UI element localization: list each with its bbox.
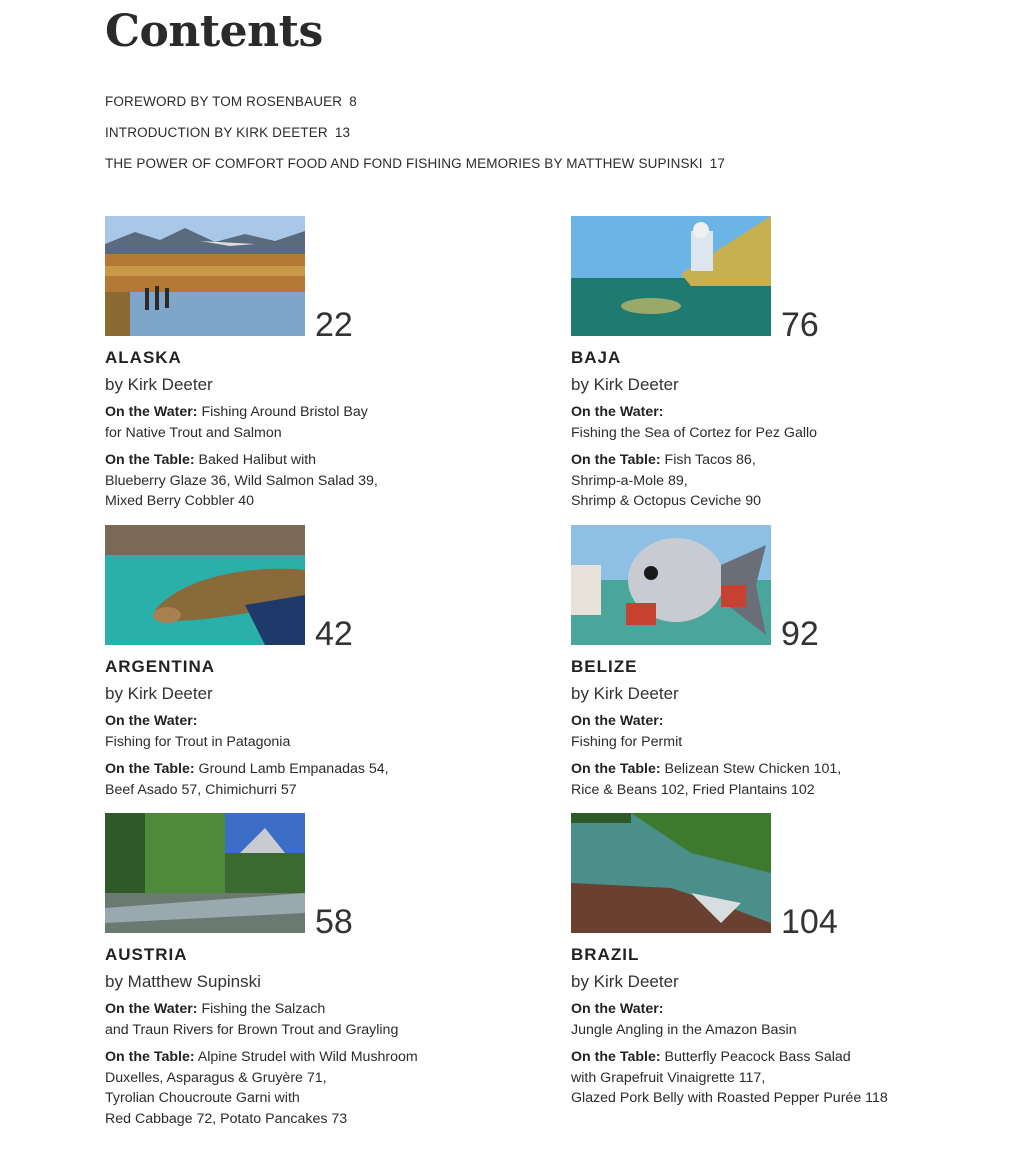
water-line: Fishing the Sea of Cortez for Pez Gallo bbox=[571, 424, 818, 441]
on-the-table bbox=[571, 759, 971, 800]
belize-photo bbox=[571, 525, 771, 645]
chapter-entry-austria bbox=[105, 813, 505, 1129]
front-matter-item bbox=[105, 156, 725, 171]
water-line: and Traun Rivers for Brown Trout and Grayling bbox=[105, 1021, 399, 1038]
table-line: Shrimp & Octopus Ceviche 90 bbox=[571, 493, 762, 509]
on-the-water bbox=[105, 402, 505, 443]
baja-photo bbox=[571, 216, 771, 336]
chapter-entry-alaska bbox=[105, 216, 505, 512]
brazil-photo bbox=[571, 813, 771, 933]
on-the-table bbox=[571, 1047, 991, 1109]
austria-photo bbox=[105, 813, 305, 933]
argentina-photo bbox=[105, 525, 305, 645]
water-line: Fishing for Trout in Patagonia bbox=[105, 733, 291, 750]
front-matter-label: THE POWER OF COMFORT FOOD AND FOND FISHING MEMORIES BY MATTHEW SUPINSKI bbox=[105, 156, 703, 171]
on-the-water-label: On the Water: bbox=[105, 404, 198, 420]
country-heading: BRAZIL bbox=[571, 945, 640, 964]
table-line: Alpine Strudel with Wild Mushroom bbox=[197, 1049, 418, 1065]
table-line: Beef Asado 57, Chimichurri 57 bbox=[105, 781, 297, 798]
table-line: Tyrolian Choucroute Garni with bbox=[105, 1090, 300, 1106]
table-line: Rice & Beans 102, Fried Plantains 102 bbox=[571, 781, 815, 798]
alaska-photo bbox=[105, 216, 305, 336]
on-the-water bbox=[105, 999, 505, 1040]
chapter-entry-argentina bbox=[105, 525, 505, 800]
table-line: Fish Tacos 86, bbox=[664, 452, 756, 468]
on-the-water bbox=[571, 999, 991, 1040]
country-heading: BELIZE bbox=[571, 657, 638, 676]
table-line: Butterfly Peacock Bass Salad bbox=[664, 1049, 851, 1065]
author: by Kirk Deeter bbox=[571, 375, 679, 394]
table-line: Belizean Stew Chicken 101, bbox=[664, 761, 842, 777]
front-matter-page: 17 bbox=[709, 156, 726, 171]
on-the-water bbox=[571, 711, 971, 752]
page-number: 104 bbox=[781, 903, 838, 941]
water-line: Fishing Around Bristol Bay bbox=[201, 404, 368, 420]
front-matter-item bbox=[105, 94, 357, 109]
front-matter-page: 8 bbox=[349, 94, 357, 109]
chapter-entry-baja bbox=[571, 216, 971, 512]
on-the-water-label: On the Water: bbox=[571, 1001, 664, 1017]
on-the-table-label: On the Table: bbox=[105, 452, 195, 468]
on-the-water-label: On the Water: bbox=[571, 713, 664, 729]
on-the-table-label: On the Table: bbox=[105, 761, 195, 777]
table-line: Mixed Berry Cobbler 40 bbox=[105, 493, 255, 509]
on-the-water bbox=[571, 402, 971, 443]
table-line: with Grapefruit Vinaigrette 117, bbox=[571, 1069, 766, 1086]
on-the-table-label: On the Table: bbox=[105, 1049, 195, 1065]
country-heading: BAJA bbox=[571, 348, 622, 367]
author: by Matthew Supinski bbox=[105, 972, 261, 991]
page-title: Contents bbox=[105, 6, 323, 57]
on-the-water-label: On the Water: bbox=[105, 713, 198, 729]
country-heading: AUSTRIA bbox=[105, 945, 188, 964]
front-matter-item bbox=[105, 125, 350, 140]
table-line: Shrimp-a-Mole 89, bbox=[571, 472, 688, 489]
author: by Kirk Deeter bbox=[105, 375, 213, 394]
page-number: 42 bbox=[315, 615, 353, 653]
author: by Kirk Deeter bbox=[105, 684, 213, 703]
on-the-water-label: On the Water: bbox=[571, 404, 664, 420]
author: by Kirk Deeter bbox=[571, 684, 679, 703]
page-number: 76 bbox=[781, 306, 819, 344]
table-line: Ground Lamb Empanadas 54, bbox=[198, 761, 389, 777]
on-the-table bbox=[105, 1047, 505, 1129]
page-number: 22 bbox=[315, 306, 353, 344]
on-the-water bbox=[105, 711, 505, 752]
table-line: Glazed Pork Belly with Roasted Pepper Purée 118 bbox=[571, 1090, 888, 1106]
table-line: Red Cabbage 72, Potato Pancakes 73 bbox=[105, 1110, 348, 1127]
country-heading: ARGENTINA bbox=[105, 657, 216, 676]
table-line: Blueberry Glaze 36, Wild Salmon Salad 39, bbox=[105, 472, 378, 489]
on-the-table-label: On the Table: bbox=[571, 1049, 661, 1065]
front-matter-page: 13 bbox=[334, 125, 351, 140]
on-the-table bbox=[105, 759, 505, 800]
front-matter-label: INTRODUCTION BY KIRK DEETER bbox=[105, 125, 328, 140]
table-line: Baked Halibut with bbox=[198, 452, 317, 468]
front-matter-label: FOREWORD BY TOM ROSENBAUER bbox=[105, 94, 343, 109]
country-heading: ALASKA bbox=[105, 348, 182, 367]
page-number: 92 bbox=[781, 615, 819, 653]
water-line: for Native Trout and Salmon bbox=[105, 424, 282, 441]
water-line: Fishing for Permit bbox=[571, 733, 683, 750]
water-line: Fishing the Salzach bbox=[201, 1001, 326, 1017]
chapter-entry-brazil bbox=[571, 813, 991, 1109]
on-the-table-label: On the Table: bbox=[571, 761, 661, 777]
page-number: 58 bbox=[315, 903, 353, 941]
on-the-table bbox=[571, 450, 971, 512]
on-the-table bbox=[105, 450, 505, 512]
on-the-water-label: On the Water: bbox=[105, 1001, 198, 1017]
table-line: Duxelles, Asparagus & Gruyère 71, bbox=[105, 1069, 327, 1086]
water-line: Jungle Angling in the Amazon Basin bbox=[571, 1021, 797, 1038]
author: by Kirk Deeter bbox=[571, 972, 679, 991]
chapter-entry-belize bbox=[571, 525, 971, 800]
on-the-table-label: On the Table: bbox=[571, 452, 661, 468]
